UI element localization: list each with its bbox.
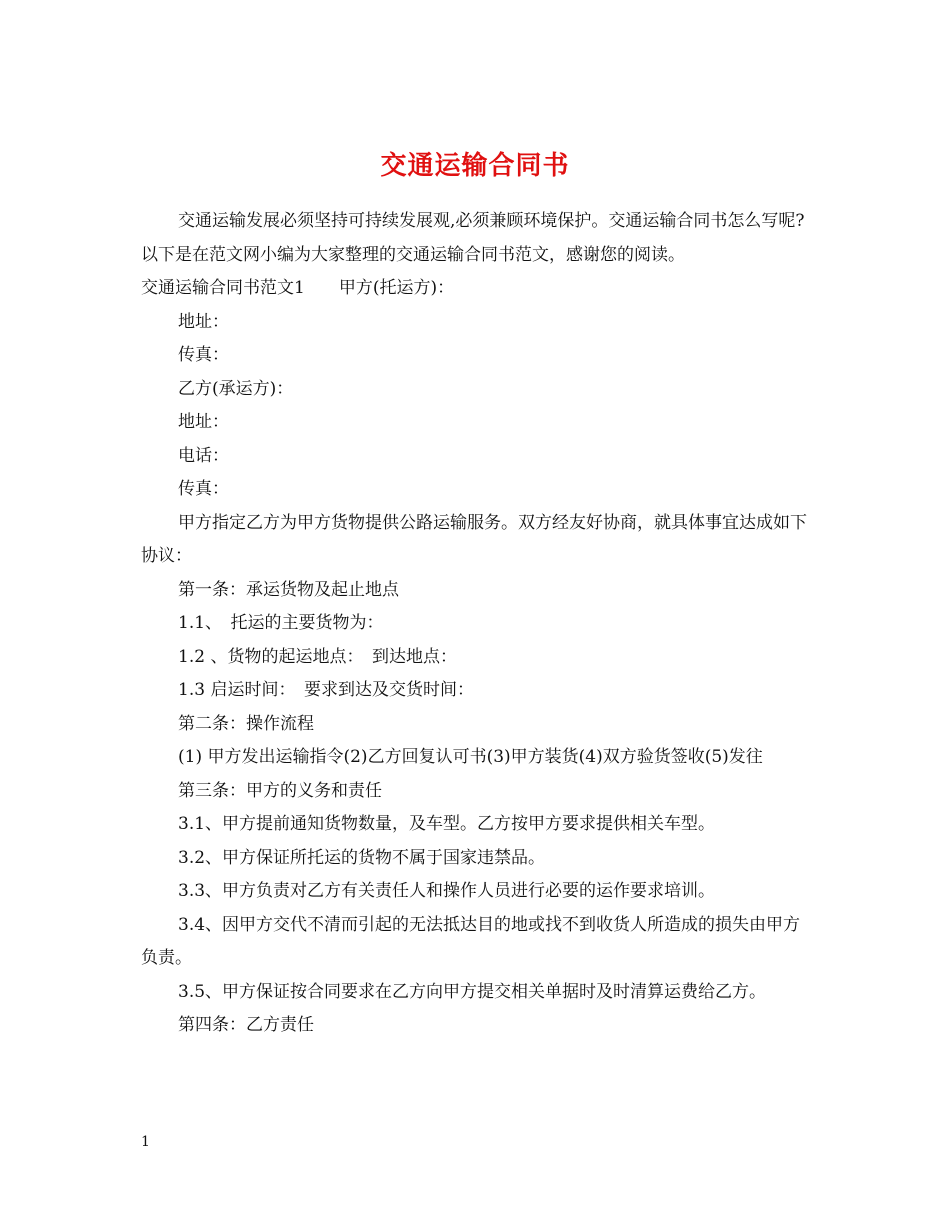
paragraph: 交通运输合同书范文1 甲方(托运方)： bbox=[141, 278, 455, 298]
paragraph: 3.5、甲方保证按合同要求在乙方向甲方提交相关单据时及时清算运费给乙方。 bbox=[178, 981, 767, 1002]
paragraph: (1) 甲方发出运输指令(2)乙方回复认可书(3)甲方装货(4)双方验货签收(5)发往 bbox=[178, 747, 763, 767]
paragraph: 3.3、甲方负责对乙方有关责任人和操作人员进行必要的运作要求培训。 bbox=[178, 881, 716, 901]
paragraph: 传真： bbox=[178, 345, 229, 365]
paragraph: 1.3 启运时间： 要求到达及交货时间： bbox=[178, 680, 474, 700]
paragraph: 甲方指定乙方为甲方货物提供公路运输服务。双方经友好协商，就具体事宜达成如下协议： bbox=[141, 512, 807, 566]
paragraph: 第二条：操作流程 bbox=[178, 713, 314, 734]
paragraph: 乙方(承运方)： bbox=[178, 378, 294, 399]
paragraph: 1.1、 托运的主要货物为： bbox=[178, 613, 384, 633]
paragraph: 3.4、因甲方交代不清而引起的无法抵达目的地或找不到收货人所造成的损失由甲方负责。 bbox=[141, 914, 801, 968]
paragraph: 第三条：甲方的义务和责任 bbox=[178, 780, 382, 801]
document-title: 交通运输合同书 bbox=[380, 151, 570, 182]
paragraph: 3.1、甲方提前通知货物数量，及车型。乙方按甲方要求提供相关车型。 bbox=[178, 814, 716, 834]
paragraph: 电话： bbox=[178, 445, 229, 466]
paragraph: 传真： bbox=[178, 479, 229, 499]
paragraph: 3.2、甲方保证所托运的货物不属于国家违禁品。 bbox=[178, 847, 546, 868]
paragraph: 交通运输发展必须坚持可持续发展观,必须兼顾环境保护。交通运输合同书怎么写呢?以下是在范文网小编为大家整理的交通运输合同书范文，感谢您的阅读。 bbox=[141, 211, 805, 265]
page-number: 1 bbox=[141, 1134, 150, 1150]
paragraph: 地址： bbox=[178, 412, 229, 432]
paragraph: 1.2 、货物的起运地点： 到达地点： bbox=[178, 646, 457, 667]
paragraph: 第四条：乙方责任 bbox=[178, 1015, 314, 1035]
document-body bbox=[141, 205, 813, 1043]
paragraph: 第一条：承运货物及起止地点 bbox=[178, 579, 399, 600]
paragraph: 地址： bbox=[178, 311, 229, 332]
